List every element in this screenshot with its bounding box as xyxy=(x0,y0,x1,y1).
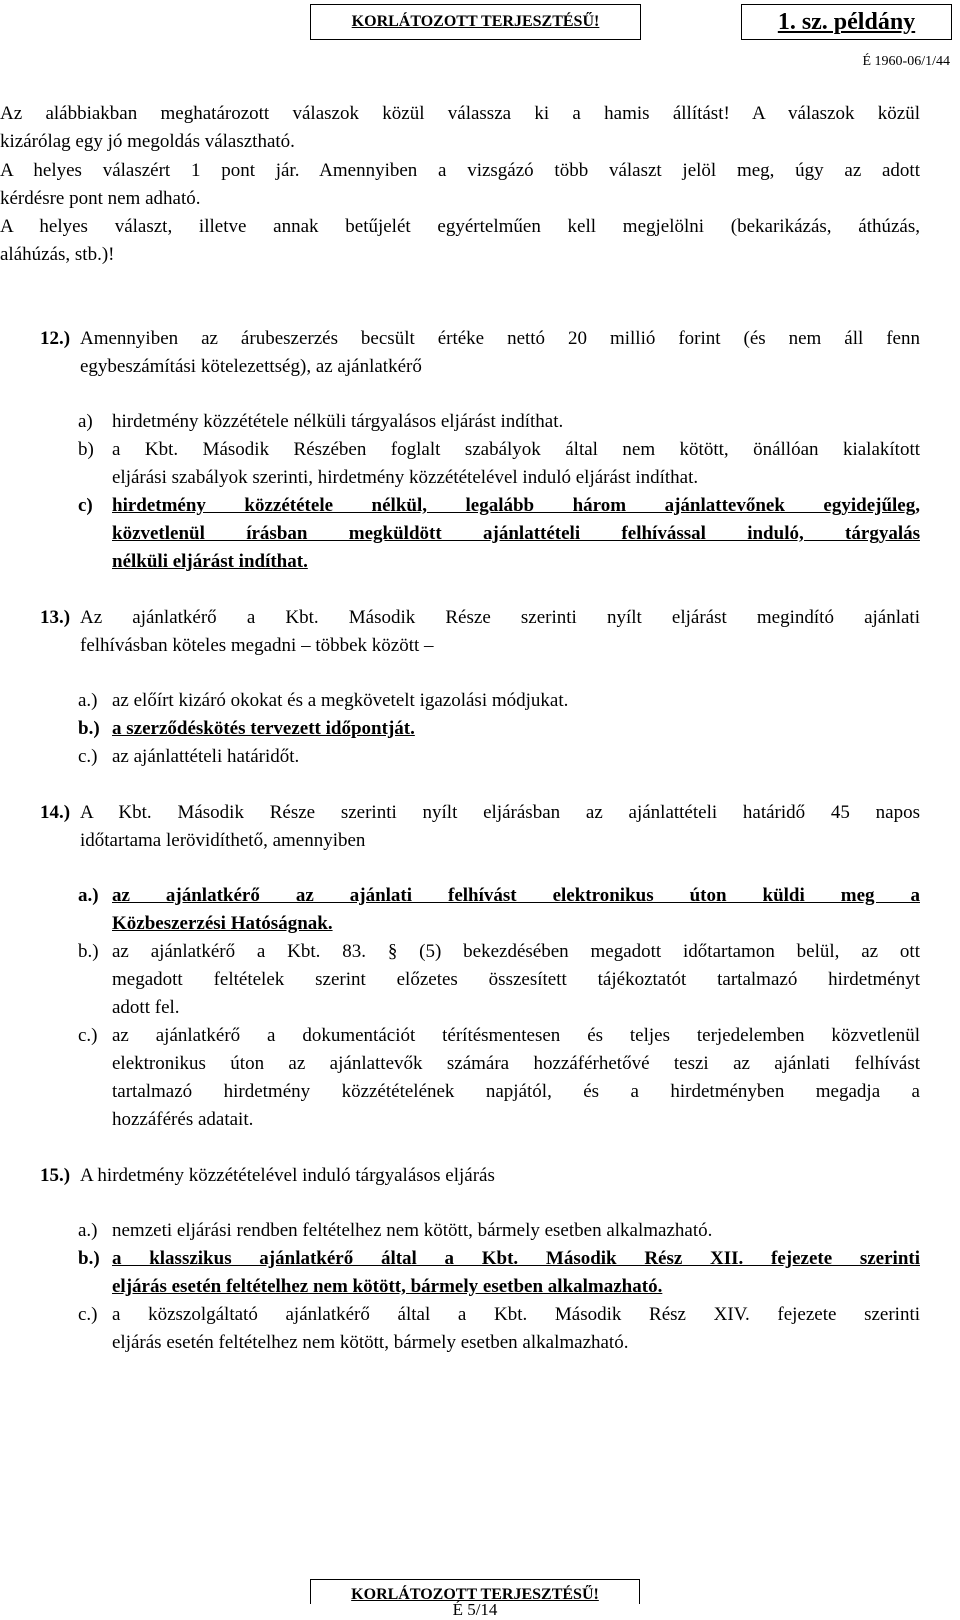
intro-line: kizárólag egy jó megoldás választható. xyxy=(0,131,295,152)
intro-line: aláhúzás, stb.)! xyxy=(0,244,115,265)
question-text: felhívásban köteles megadni – többek között – xyxy=(80,635,434,656)
question-text: egybeszámítási kötelezettség), az ajánlatkérő xyxy=(80,356,422,377)
restricted-distribution-footer: KORLÁTOZOTT TERJESZTÉSŰ! xyxy=(310,1579,640,1604)
question-number: 15.) xyxy=(40,1165,71,1186)
correct-answer-text: a klasszikus ajánlatkérő által a Kbt. Második Rész XII. fejezete szerinti xyxy=(112,1248,920,1269)
option-label: a.) xyxy=(78,885,99,906)
option-label: c.) xyxy=(78,1304,98,1325)
option-text: a közszolgáltató ajánlatkérő által a Kbt. Második Rész XIV. fejezete szerinti xyxy=(112,1304,920,1325)
option-text: hozzáférés adatait. xyxy=(112,1109,254,1130)
option-text: tartalmazó hirdetmény közzétételének napjától, és a hirdetményben megadja a xyxy=(112,1081,920,1102)
question-text: Az ajánlatkérő a Kbt. Második Része szerinti nyílt eljárást megindító ajánlati xyxy=(80,607,920,628)
intro-line: kérdésre pont nem adható. xyxy=(0,188,201,209)
option-label: c.) xyxy=(78,746,98,767)
option-label: b.) xyxy=(78,941,99,962)
option-label: a) xyxy=(78,411,93,432)
intro-line: A helyes válaszért 1 pont jár. Amennyiben a vizsgázó több választ jelöl meg, úgy az adott xyxy=(0,160,920,181)
correct-answer-text: Közbeszerzési Hatóságnak. xyxy=(112,913,333,934)
correct-answer-text: a szerződéskötés tervezett időpontját. xyxy=(112,718,415,739)
option-label: a.) xyxy=(78,1220,98,1241)
question-text: Amennyiben az árubeszerzés becsült értéke nettó 20 millió forint (és nem áll fenn xyxy=(80,328,920,349)
correct-answer-text: közvetlenül írásban megküldött ajánlattételi felhívással induló, tárgyalás xyxy=(112,523,920,544)
option-text: az ajánlatkérő a dokumentációt térítésmentesen és teljes terjedelemben közvetlenül xyxy=(112,1025,920,1046)
intro-line: Az alábbiakban meghatározott válaszok közül válassza ki a hamis állítást! A válaszok közül xyxy=(0,103,920,124)
question-number: 14.) xyxy=(40,802,71,823)
option-label: c) xyxy=(78,495,93,516)
option-text: megadott feltételek szerint előzetes összesített tájékoztatót tartalmazó hirdetményt xyxy=(112,969,920,990)
question-number: 13.) xyxy=(40,607,71,628)
question-text: A Kbt. Második Része szerinti nyílt eljárásban az ajánlattételi határidő 45 napos xyxy=(80,802,920,823)
option-text: adott fel. xyxy=(112,997,180,1018)
option-text: eljárás esetén feltételhez nem kötött, bármely esetben alkalmazható. xyxy=(112,1332,629,1353)
option-text: az ajánlattételi határidőt. xyxy=(112,746,300,767)
intro-line: A helyes választ, illetve annak betűjelét egyértelműen kell megjelölni (bekarikázás, áthúzás, xyxy=(0,216,920,237)
page-number: É 5/14 xyxy=(452,1600,498,1619)
option-text: elektronikus úton az ajánlattevők számára hozzáférhetővé teszi az ajánlati felhívást xyxy=(112,1053,920,1074)
restricted-distribution-label: KORLÁTOZOTT TERJESZTÉSŰ! xyxy=(310,4,641,40)
question-text: időtartama lerövidíthető, amennyiben xyxy=(80,830,366,851)
option-label: b) xyxy=(78,439,94,460)
option-label: b.) xyxy=(78,1248,100,1269)
copy-number-label: 1. sz. példány xyxy=(741,4,952,40)
option-text: a Kbt. Második Részében foglalt szabályok által nem kötött, önállóan kialakított xyxy=(112,439,920,460)
correct-answer-text: eljárás esetén feltételhez nem kötött, bármely esetben alkalmazható. xyxy=(112,1276,663,1297)
option-label: b.) xyxy=(78,718,100,739)
option-text: az előírt kizáró okokat és a megkövetelt igazolási módjukat. xyxy=(112,690,569,711)
option-text: eljárási szabályok szerinti, hirdetmény közzétételével induló eljárást indíthat. xyxy=(112,467,699,488)
option-label: c.) xyxy=(78,1025,98,1046)
correct-answer-text: hirdetmény közzététele nélkül, legalább három ajánlattevőnek egyidejűleg, xyxy=(112,495,920,516)
correct-answer-text: nélküli eljárást indíthat. xyxy=(112,551,308,572)
option-text: nemzeti eljárási rendben feltételhez nem kötött, bármely esetben alkalmazható. xyxy=(112,1220,713,1241)
document-code: É 1960-06/1/44 xyxy=(862,54,950,69)
question-text: A hirdetmény közzétételével induló tárgyalásos eljárás xyxy=(80,1165,495,1186)
correct-answer-text: az ajánlatkérő az ajánlati felhívást elektronikus úton küldi meg a xyxy=(112,885,920,906)
option-text: hirdetmény közzététele nélküli tárgyalásos eljárást indíthat. xyxy=(112,411,564,432)
option-label: a.) xyxy=(78,690,98,711)
option-text: az ajánlatkérő a Kbt. 83. § (5) bekezdésében megadott időtartamon belül, az ott xyxy=(112,941,920,962)
question-number: 12.) xyxy=(40,328,71,349)
